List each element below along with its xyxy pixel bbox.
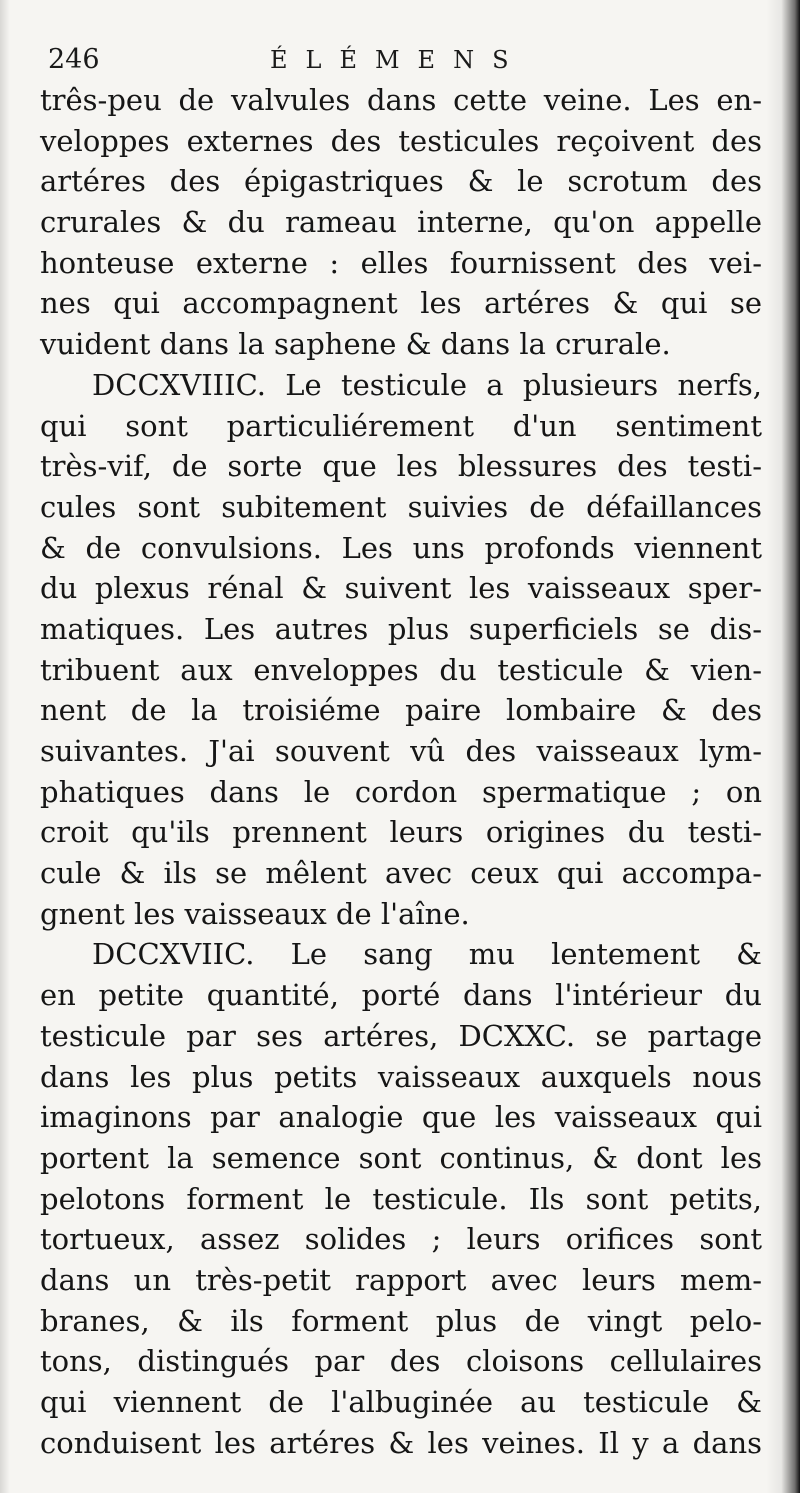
page-number: 246 [48,44,100,75]
text-line: tribuent aux enveloppes du testicule & vien- [40,652,762,687]
text-line: cules sont subitement suivies de défaillances [40,489,762,524]
text-line: cule & ils se mêlent avec ceux qui accompa- [40,856,762,891]
text-line: tons, distingués par des cloisons cellulaires [40,1344,762,1379]
text-line: du plexus rénal & suivent les vaisseaux sper- [40,571,762,606]
text-line: dans les plus petits vaisseaux auxquels nous [40,1059,762,1094]
text-line: qui sont particuliérement d'un sentiment [40,408,762,443]
text-line: suivantes. J'ai souvent vû des vaisseaux lym- [40,734,762,768]
text-line: nent de la troisiéme paire lombaire & des [40,693,762,728]
text-line: crurales & du rameau interne, qu'on appelle [40,205,762,240]
text-line: gnent les vaisseaux de l'aîne. [40,896,470,931]
text-line: imaginons par analogie que les vaisseaux qui [40,1100,762,1135]
text-line: artéres des épigastriques & le scrotum des [40,164,762,199]
text-line: phatiques dans le cordon spermatique ; on [40,774,762,809]
text-line: matiques. Les autres plus superficiels se dis- [40,611,762,646]
text-line: honteuse externe : elles fournissent des vei- [40,245,762,280]
text-line: testicule par ses artéres, DCXXC. se partage [40,1018,762,1053]
text-line: nes qui accompagnent les artéres & qui se [40,286,762,321]
paragraph-start-line: DCCXVIIC. Le sang mu lentement & [92,937,762,972]
text-line: pelotons forment le testicule. Ils sont petits, [40,1181,762,1216]
text-line: qui viennent de l'albuginée au testicule & [40,1385,762,1419]
text-line: veloppes externes des testicules reçoivent des [40,123,762,158]
text-line: três-peu de valvules dans cette veine. Les en- [40,83,762,117]
text-line: vuident dans la saphene & dans la crurale. [40,327,671,362]
text-line: portent la semence sont continus, & dont les [40,1140,762,1175]
binding-gutter-shadow [766,0,800,1493]
text-line: en petite quantité, porté dans l'intérieur du [40,978,762,1013]
text-line: branes, & ils forment plus de vingt pelo- [40,1303,762,1338]
text-line: dans un très-petit rapport avec leurs mem- [40,1262,762,1297]
text-line: très-vif, de sorte que les blessures des testi- [40,449,762,484]
text-line: croit qu'ils prennent leurs origines du testi- [40,815,762,850]
body-text [40,80,762,1463]
text-line: tortueux, assez solides ; leurs orifices sont [40,1222,762,1257]
running-title: ÉLÉMENS [270,46,527,74]
paragraph-start-line: DCCXVIIIC. Le testicule a plusieurs nerfs, [92,367,762,402]
page-left-edge [0,0,10,1493]
text-line: & de convulsions. Les uns profonds viennent [40,530,762,565]
text-line: conduisent les artéres & les veines. Il y a dans [40,1425,762,1460]
